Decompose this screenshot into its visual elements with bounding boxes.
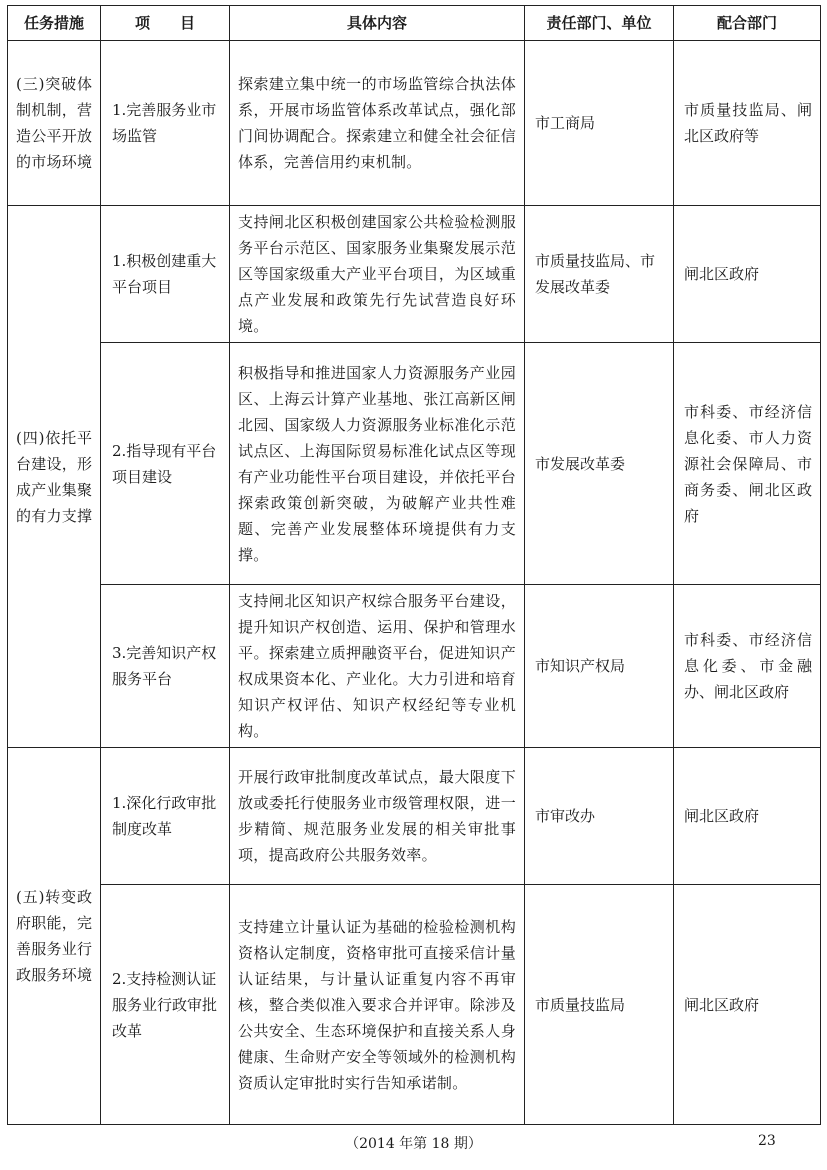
item-cell: 1.完善服务业市场监管 [101, 41, 230, 206]
cooperating-cell: 闸北区政府 [674, 748, 821, 885]
header-measure: 任务措施 [8, 6, 101, 41]
cooperating-cell: 市科委、市经济信息化委、市人力资源社会保障局、市商务委、闸北区政府 [674, 343, 821, 585]
measure-cell: (四)依托平台建设，形成产业集聚的有力支撑 [8, 206, 101, 748]
header-content: 具体内容 [230, 6, 525, 41]
cooperating-cell: 市质量技监局、闸北区政府等 [674, 41, 821, 206]
cooperating-cell: 市科委、市经济信息化委、市金融办、闸北区政府 [674, 585, 821, 748]
table-row [8, 41, 821, 206]
responsible-cell: 市发展改革委 [525, 343, 674, 585]
item-cell: 1.积极创建重大平台项目 [101, 206, 230, 343]
measure-cell: (五)转变政府职能，完善服务业行政服务环境 [8, 748, 101, 1125]
item-cell: 2.支持检测认证服务业行政审批改革 [101, 885, 230, 1125]
responsible-cell: 市工商局 [525, 41, 674, 206]
content-cell: 支持建立计量认证为基础的检验检测机构资格认定制度，资格审批可直接采信计量认证结果，与计量认证重复内容不再审核，整合类似准入要求合并评审。除涉及公共安全、生态环境保护和直接关系人身健康、生命财产安全等领域外的检测机构资质认定审批时实行告知承诺制。 [230, 885, 525, 1125]
issue-number: （2014 年第 18 期） [345, 1136, 482, 1152]
responsible-cell: 市质量技监局、市发展改革委 [525, 206, 674, 343]
measure-cell: (三)突破体制机制，营造公平开放的市场环境 [8, 41, 101, 206]
item-cell: 1.深化行政审批制度改革 [101, 748, 230, 885]
table-row [8, 585, 821, 748]
content-cell: 支持闸北区积极创建国家公共检验检测服务平台示范区、国家服务业集聚发展示范区等国家级重大产业平台项目，为区域重点产业发展和政策先行先试营造良好环境。 [230, 206, 525, 343]
responsible-cell: 市审改办 [525, 748, 674, 885]
content-cell: 探索建立集中统一的市场监管综合执法体系，开展市场监管体系改革试点，强化部门间协调配合。探索建立和健全社会征信体系，完善信用约束机制。 [230, 41, 525, 206]
responsible-cell: 市质量技监局 [525, 885, 674, 1125]
content-cell: 支持闸北区知识产权综合服务平台建设，提升知识产权创造、运用、保护和管理水平。探索建立质押融资平台，促进知识产权成果资本化、产业化。大力引进和培育知识产权评估、知识产权经纪等专业机构。 [230, 585, 525, 748]
table-row [8, 343, 821, 585]
content-cell: 开展行政审批制度改革试点，最大限度下放或委托行使服务业市级管理权限，进一步精简、规范服务业发展的相关审批事项，提高政府公共服务效率。 [230, 748, 525, 885]
cooperating-cell: 闸北区政府 [674, 206, 821, 343]
table-row [8, 206, 821, 343]
header-row [8, 6, 821, 41]
header-cooperating: 配合部门 [674, 6, 821, 41]
responsible-cell: 市知识产权局 [525, 585, 674, 748]
table-row [8, 748, 821, 885]
content-cell: 积极指导和推进国家人力资源服务产业园区、上海云计算产业基地、张江高新区闸北园、国家级人力资源服务业标准化示范试点区、上海国际贸易标准化试点区等现有产业功能性平台项目建设，并依托平台探索政策创新突破，为破解产业共性难题、完善产业发展整体环境提供有力支撑。 [230, 343, 525, 585]
task-table [7, 5, 821, 1125]
cooperating-cell: 闸北区政府 [674, 885, 821, 1125]
table-row [8, 885, 821, 1125]
header-responsible: 责任部门、单位 [525, 6, 674, 41]
page-number: 23 [758, 1133, 776, 1149]
item-cell: 3.完善知识产权服务平台 [101, 585, 230, 748]
header-item: 项 目 [101, 6, 230, 41]
item-cell: 2.指导现有平台项目建设 [101, 343, 230, 585]
